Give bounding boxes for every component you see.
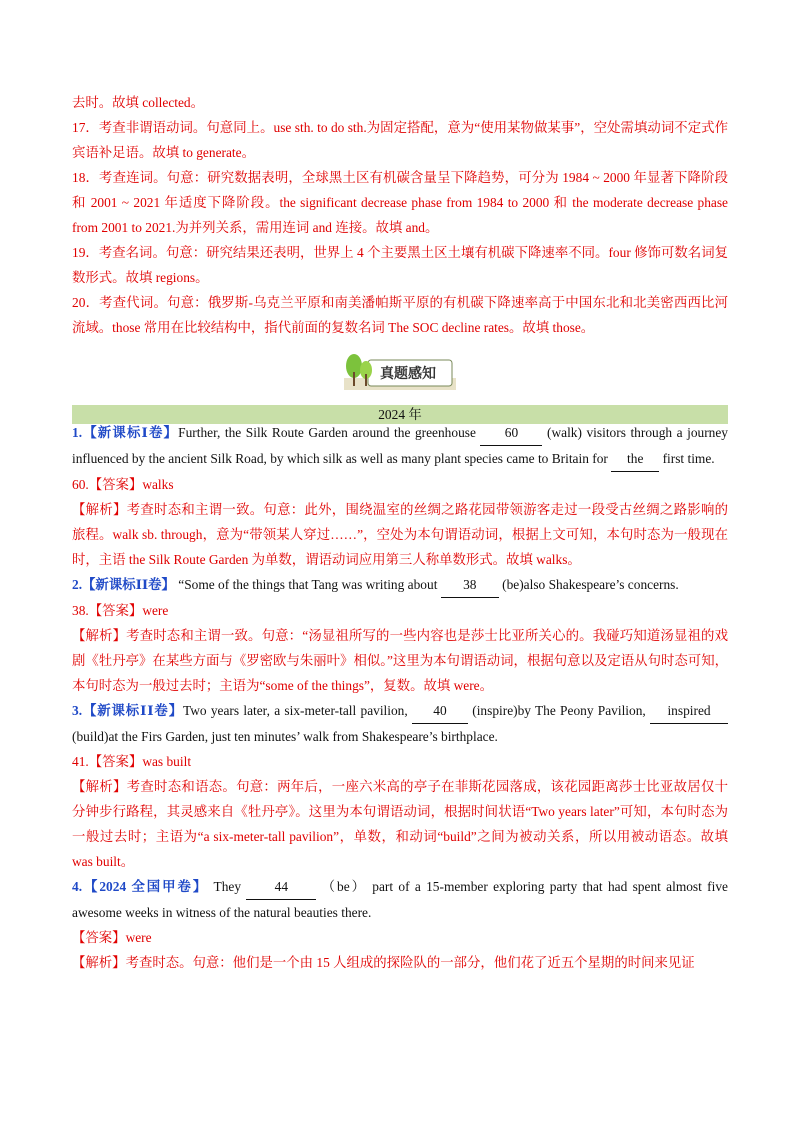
question-text: “Some of the things that Tang was writing about bbox=[174, 577, 441, 592]
question-text: Further, the Silk Route Garden around the greenhouse bbox=[178, 425, 481, 440]
explanation-label: 【解析】 bbox=[72, 628, 127, 643]
blank-answer: 40 bbox=[412, 698, 468, 724]
question-number: 4. bbox=[72, 879, 83, 894]
explanation-label: 【解析】 bbox=[72, 502, 127, 517]
answer-value: walks bbox=[142, 477, 174, 492]
explanation-4 bbox=[72, 950, 728, 975]
question-text: （be） part of a 15-member exploring party that had spent almost five awesome weeks in witness of the natural beauties there. bbox=[72, 879, 728, 920]
answer-value: were bbox=[125, 930, 152, 945]
question-source: 【新课标ⅠⅠ卷】 bbox=[82, 577, 175, 592]
answer-4 bbox=[72, 925, 728, 950]
explanation-1 bbox=[72, 497, 728, 572]
question-3 bbox=[72, 698, 728, 749]
explanation-2 bbox=[72, 623, 728, 698]
blank-answer: the bbox=[611, 446, 659, 472]
section-banner bbox=[344, 352, 456, 392]
blank-answer: 60 bbox=[480, 420, 542, 446]
answer-label: 38.【答案】 bbox=[72, 603, 143, 618]
banner-title: 真题感知 bbox=[380, 366, 436, 382]
question-number: 2. bbox=[72, 577, 83, 592]
question-text: They bbox=[208, 879, 247, 894]
question-text: (be)also Shakespeare’s concerns. bbox=[498, 577, 679, 592]
question-source: 【新课标Ⅰ卷】 bbox=[82, 425, 179, 440]
answer-3 bbox=[72, 749, 728, 774]
question-1 bbox=[72, 420, 728, 472]
answer-label: 【答案】 bbox=[72, 930, 126, 945]
explanation-label: 【解析】 bbox=[72, 779, 127, 794]
blank-answer: inspired bbox=[650, 698, 728, 724]
blank-answer: 38 bbox=[441, 572, 499, 598]
top-item-17: 17．考查非谓语动词。句意同上。use sth. to do sth.为固定搭配，意为“使用某物做某事”，空处需填动词不定式作宾语补足语。故填 to generate。 bbox=[72, 120, 728, 160]
question-text: (build)at the Firs Garden, just ten minutes’ walk from Shakespeare’s birthplace. bbox=[72, 729, 498, 744]
year-bar: 2024 年 bbox=[72, 405, 728, 424]
question-number: 1. bbox=[72, 425, 83, 440]
question-text: (inspire)by The Peony Pavilion, bbox=[467, 703, 651, 718]
answer-value: was built bbox=[142, 754, 192, 769]
explanation-text: 考查时态和主谓一致。句意：此外，围绕温室的丝绸之路花园带领游客走过一段受古丝绸之路影响的旅程。walk sb. through，意为“带领某人穿过……”，空处为本句谓语动词，根据上文可知，本句时态为一般现在时，主语 the Silk Route Garden 为单数，谓语动词应用第三人称单数形式。故填 walks。 bbox=[72, 502, 729, 567]
question-number: 3. bbox=[72, 703, 83, 718]
answer-1 bbox=[72, 472, 728, 497]
top-line-0: 去时。故填 collected。 bbox=[72, 95, 205, 110]
explanation-3 bbox=[72, 774, 728, 874]
explanation-text: 考查时态和主谓一致。句意：“汤显祖所写的一些内容也是莎士比亚所关心的。我碰巧知道汤显祖的戏剧《牡丹亭》在某些方面与《罗密欧与朱丽叶》相似。”这里为本句谓语动词，根据句意以及定语从句时态可知，本句时态为一般过去时；主语为“some of the things”，复数。故填 were。 bbox=[72, 628, 728, 693]
question-4 bbox=[72, 874, 728, 925]
top-item-19: 19．考查名词。句意：研究结果还表明，世界上 4 个主要黑土区土壤有机碳下降速率不同。four 修饰可数名词复数形式。故填 regions。 bbox=[72, 245, 728, 285]
question-2 bbox=[72, 572, 728, 598]
question-text: first time. bbox=[659, 451, 715, 466]
question-text: (walk) visitors through a journey influenced by the ancient Silk Road, by which silk as well as many plant species came to Britain for bbox=[72, 425, 729, 466]
top-section bbox=[72, 90, 728, 340]
question-source: 【2024 全国甲卷】 bbox=[82, 879, 209, 894]
answer-2 bbox=[72, 598, 728, 623]
explanation-text: 考查时态。句意：他们是一个由 15 人组成的探险队的一部分，他们花了近五个星期的时间来见证 bbox=[125, 955, 695, 970]
explanation-label: 【解析】 bbox=[72, 955, 126, 970]
answer-label: 41.【答案】 bbox=[72, 754, 143, 769]
blank-answer: 44 bbox=[246, 874, 316, 900]
questions-section bbox=[72, 420, 728, 975]
explanation-text: 考查时态和语态。句意：两年后，一座六米高的亭子在菲斯花园落成，该花园距离莎士比亚故居仅十分钟步行路程，其灵感来自《牡丹亭》。这里为本句谓语动词，根据时间状语“Two years later”可知，本句时态为一般过去时；主语为“a six-meter-tall pavilion”，单数，和动词“build”之间为被动关系，所以用被动语态。故填 was built。 bbox=[72, 779, 729, 869]
top-item-20: 20．考查代词。句意：俄罗斯-乌克兰平原和南美潘帕斯平原的有机碳下降速率高于中国东北和北美密西西比河流域。those 常用在比较结构中，指代前面的复数名词 The SOC decline rates。故填 those。 bbox=[72, 295, 728, 335]
question-text: Two years later, a six-meter-tall pavilion, bbox=[183, 703, 412, 718]
answer-label: 60.【答案】 bbox=[72, 477, 143, 492]
question-source: 【新课标ⅠⅠ卷】 bbox=[82, 703, 183, 718]
top-item-18: 18．考查连词。句意：研究数据表明，全球黑土区有机碳含量呈下降趋势，可分为 1984 ~ 2000 年显著下降阶段和 2001 ~ 2021 年适度下降阶段。the significant decrease phase from 1984 to 2000 和 the moderate decrease phase from 2001 to 2021.为并列关系，需用连词 and 连接。故填 and。 bbox=[72, 170, 728, 235]
answer-value: were bbox=[142, 603, 169, 618]
